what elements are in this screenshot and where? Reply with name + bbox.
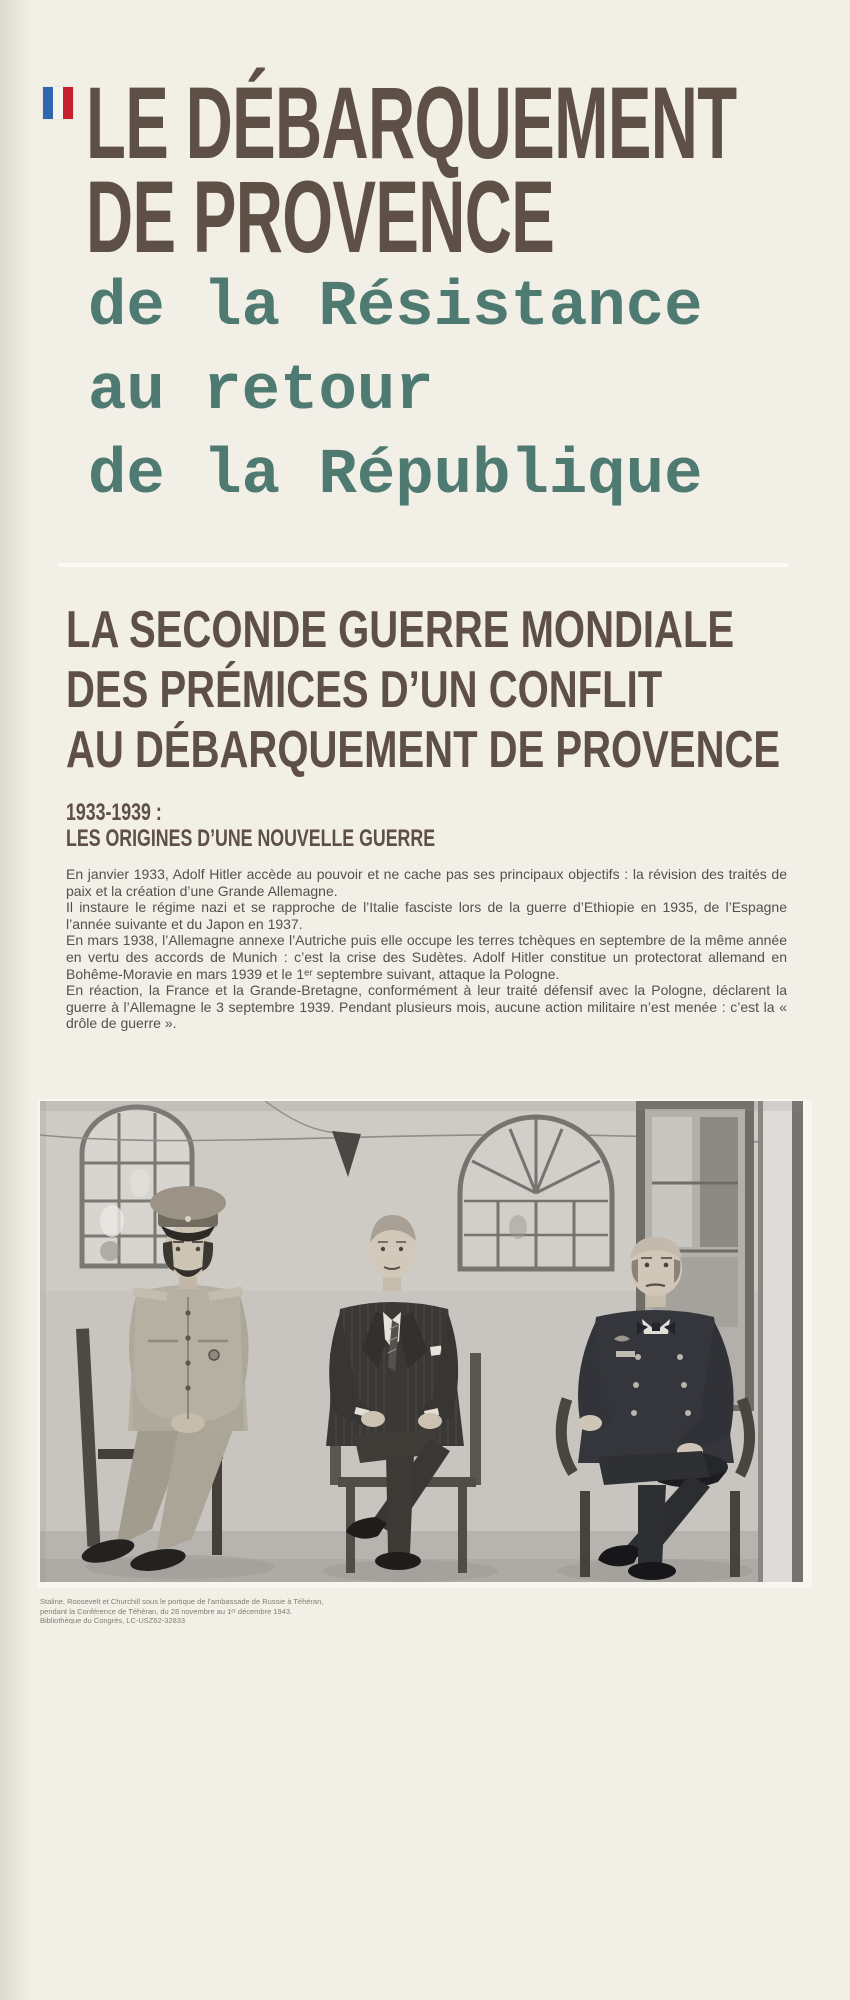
section-heading-line1: LA SECONDE GUERRE MONDIALE [66, 601, 735, 659]
tehran-conference-photo [40, 1101, 803, 1582]
photo-caption-line1: Staline, Roosevelt et Churchill sous le portique de l’ambassade de Russie à Téhéran, [40, 1597, 324, 1606]
flag-blue-stripe [43, 87, 53, 119]
poster-title-line1: LE DÉBARQUEMENT [86, 66, 737, 180]
poster-title [86, 66, 737, 274]
section-heading-line2: DES PRÉMICES D’UN CONFLIT [66, 661, 663, 719]
photo-caption-credit: Bibliothèque du Congrès, LC-USZ62-32833 [40, 1616, 186, 1626]
flag-white-stripe [53, 87, 63, 119]
paragraph-1: En janvier 1933, Adolf Hitler accède au pouvoir et ne cache pas ses principaux objectifs : la révision des traités de paix et la création d’une Grande Allemagne. [66, 866, 787, 899]
paragraph-3: En mars 1938, l’Allemagne annexe l’Autriche puis elle occupe les terres tchèques en septembre de la même année en vertu des accords de Munich : c’est la crise des Sudètes. Adolf Hitler constitue un protectorat allemand en Bohême-Moravie en mars 1939 et le 1ᵉʳ septembre suivant, attaque la Pologne. [66, 932, 787, 982]
paragraph-4: En réaction, la France et la Grande-Bretagne, conformément à leur traité défensif avec la Pologne, déclarent la guerre à l’Allemagne le 3 septembre 1939. Pendant plusieurs mois, aucune action militaire n’est menée : c’est la « drôle de guerre ». [66, 982, 787, 1032]
flag-red-stripe [63, 87, 73, 119]
left-edge-shadow [0, 0, 30, 2000]
body-text [66, 866, 787, 1032]
paragraph-2: Il instaure le régime nazi et se rapproche de l’Italie fasciste lors de la guerre d’Ethiopie en 1935, de l’Espagne l’année suivante et du Japon en 1937. [66, 899, 787, 932]
poster-subtitle-line3: de la République [88, 440, 703, 512]
section-heading-line3: AU DÉBARQUEMENT DE PROVENCE [66, 721, 781, 779]
section-subheading [66, 800, 435, 852]
poster-subtitle-line2: au retour [88, 356, 434, 428]
poster-title-line2: DE PROVENCE [86, 160, 555, 274]
section-subheading-line1: 1933-1939 : [66, 799, 162, 826]
poster-subtitle [88, 266, 703, 518]
section-subheading-line2: LES ORIGINES D’UNE NOUVELLE GUERRE [66, 825, 436, 852]
section-heading [66, 600, 780, 780]
french-flag-icon [43, 87, 73, 119]
poster-subtitle-line1: de la Résistance [88, 272, 703, 344]
center-window [460, 1117, 612, 1269]
section-divider [58, 563, 788, 567]
photo-caption-line2: pendant la Conférence de Téhéran, du 28 novembre au 1ᵉʳ décembre 1943. [40, 1606, 293, 1616]
photo-caption [40, 1597, 323, 1626]
